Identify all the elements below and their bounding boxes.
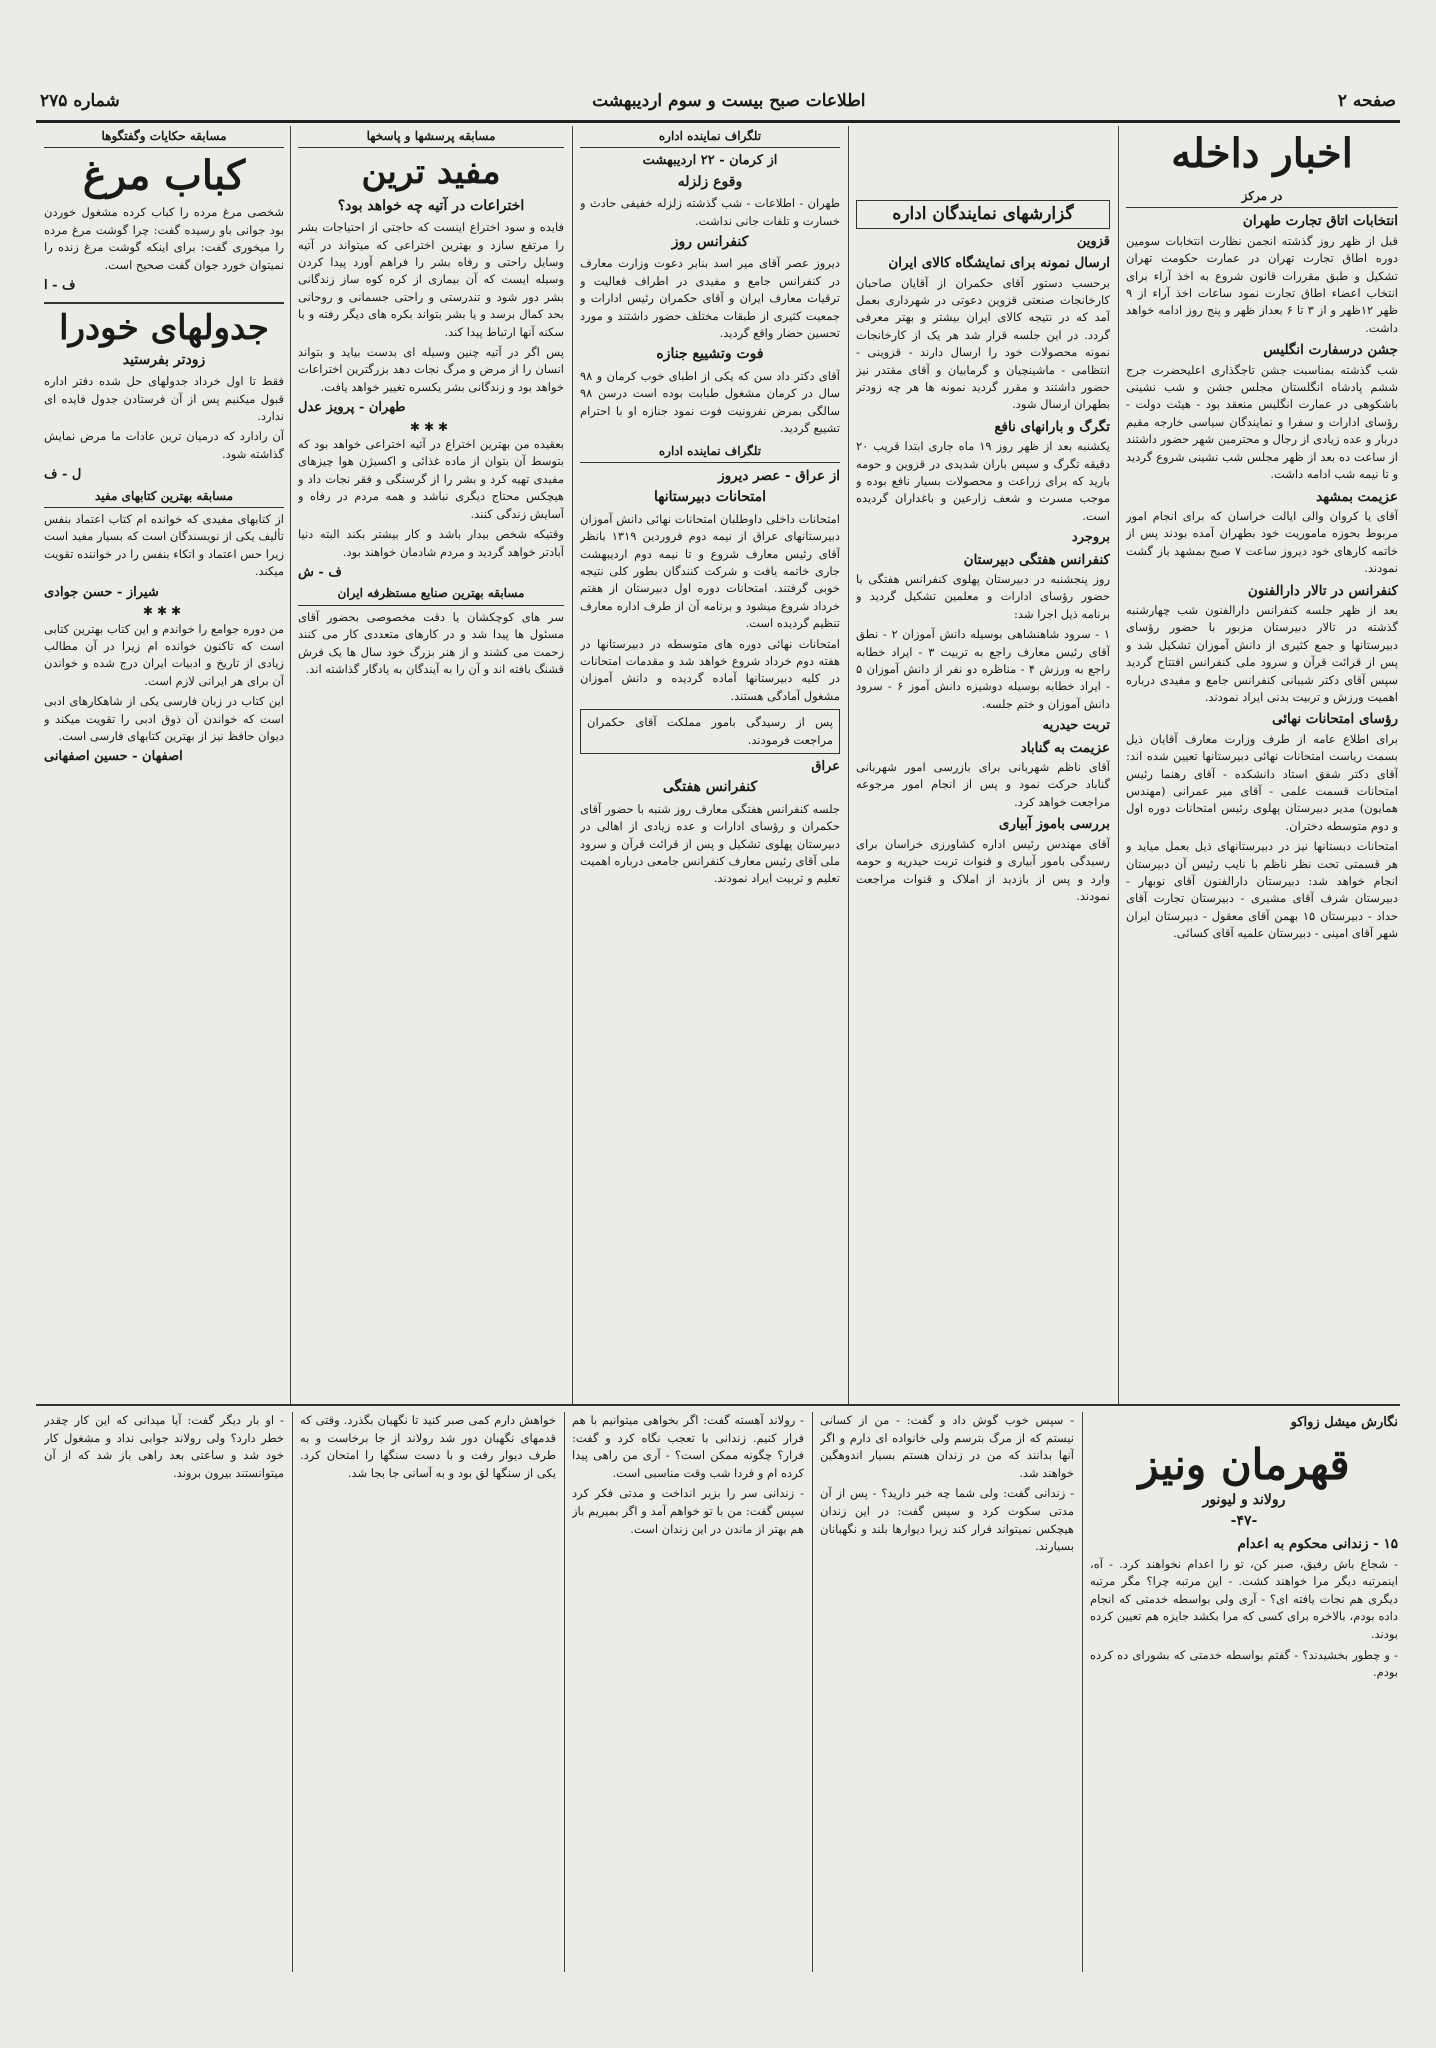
column-divider	[292, 1412, 293, 1972]
city-heading: بروجرد	[1071, 530, 1110, 546]
section-tag: تلگراف نماینده اداره	[580, 126, 840, 148]
article-text: برحسب دستور آقای حکمران از آقایان صاحبان کارخانجات صنعتی قزوین دعوتی در شهرداری بعمل آمد که در نتیجه کالای ایران بیشتر و بهتر معرفی گردد. در این جلسه قرار شد هر یک از کارخانجات نمونه محصولات خود را ارسال دارند - قزوینی - انتظامی - ماشینچیان و گرمابیان و آقای مقتدر نیز حضور داشتند و مقرر گردید نمونه ها هر چه زودتر بطهران ارسال شود.	[856, 275, 1110, 412]
city-heading: عراق	[811, 759, 840, 774]
article-text: بعقیده من بهترین اختراع در آتیه اختراعی خواهد بود که بتوسط آن بتوان از ماده غذائی و اکسیژن هوا چیزهای مفیدی تهیه کرد و بشر را از گرسنگی و فقر نجات داد و هیچکس محتاج دیگری نباشد و همه مردم در رفاه و آسایش زندگی کنند.	[298, 437, 564, 521]
serial-column-5	[44, 1412, 284, 1972]
serial-chapter: ۱۵ - زندانی محکوم به اعدام	[1237, 1535, 1398, 1552]
article-text: از کتابهای مفیدی که خوانده ام کتاب اعتماد بنفس تألیف یکی از نویسندگان است که بسیار مفید است زیرا حس اعتماد و اتکاء بنفس را در خواننده تقویت میکند.	[44, 512, 284, 579]
article-text: آقای یا کروان والی ایالت خراسان که برای انجام امور مربوط بحوزه ماموریت خود بطهران آمده بودند پس از خاتمه کارهای خود دیروز ساعت ۷ صبح بمشهد باز گشت نمودند.	[1126, 508, 1398, 576]
city-heading: تربت حیدریه	[1042, 718, 1110, 734]
column-divider	[290, 126, 291, 1406]
article-text: سر های کوچکشان یا دقت مخصوصی بحضور آقای مسئول ها پیدا شد و در کارهای متعددی کار می کنند زحمت می کشند و از هنر بزرگ خود سال ها یک فرش قشنگ بافته اند و آن را به آیندگان به یادگار گذاشته اند.	[298, 609, 564, 676]
paper-date: اطلاعات صبح بیست و سوم اردیبهشت	[592, 91, 866, 111]
column-divider	[1118, 126, 1119, 1406]
column-telegraph	[580, 126, 840, 1406]
section-title: اخبار داخله	[1171, 130, 1353, 177]
article-text: دیروز عصر آقای میر اسد بنابر دعوت وزارت معارف در کنفرانس جامع و مفیدی در اطراف فعالیت و ترقیات معارف ایران و آقای حکمران رئیس ادارات و جمعیت کثیری از طبقات مختلف حضور داشتند و مورد تحسین حضار واقع گردید.	[580, 256, 840, 341]
article-text: امتحانات داخلی داوطلبان امتحانات نهائی دانش آموزان دبیرستانهای عراق از نیمه دوم فروردین ۱۳۱۹ بانظر آقای رئیس معارف شروع و تا نیمه دوم اردیبهشت جاری خاتمه یافت و شرکت کنندگان بطور کلی نتیجه خوبی گرفتند. امتحانات دوره اول دبیرستان از هفتم خرداد شروع میشود و برنامه آن از طرف اداره معارف تنظیم گردیده است.	[580, 511, 840, 631]
article-text: آن رادارد که درمیان ترین عادات ما مرض نمایش گذاشته شود.	[44, 429, 284, 461]
headline: وقوع زلزله	[677, 173, 743, 190]
puzzle-subtitle: زودتر بفرستید	[122, 351, 206, 368]
serial-text: خواهش دارم کمی صبر کنید تا نگهبان بگذرد. وقتی که قدمهای نگهبان دور شد رولاند از جا برخاست و به طرف دیوار رفت و با دست سنگها را امتحان کرد. یکی از سنگها لق بود و به آسانی جا بجا شد.	[300, 1413, 556, 1480]
serial-column-4	[300, 1412, 556, 1972]
serial-column-3	[572, 1412, 804, 1972]
serial-text: - رولاند آهسته گفت: اگر بخواهی میتوانیم با هم فرار کنیم. زندانی با تعجب نگاه کرد و گفت: فرار؟ چگونه ممکن است؟ - آری من راهی پیدا کرده ام و فردا شب وقت مناسبی است.	[572, 1413, 804, 1480]
header-rule	[36, 120, 1400, 123]
signature: شیراز - حسن جوادی	[44, 584, 159, 600]
separator-stars: ✱✱✱	[142, 604, 186, 619]
masthead-strip	[40, 88, 1396, 114]
signature: طهران - پرویز عدل	[298, 400, 406, 416]
article-text: آقای دکتر داد سن که یکی از اطبای خوب کرمان و ۹۸ سال در کرمان مشغول طبابت بوده است درسن ۹۸ سالگی بمرض نفرونیت فوت نمود جنازه او با احترام تشییع گردید.	[580, 368, 840, 436]
serial-text: - سپس خوب گوش داد و گفت: - من از کسانی نیستم که از مرگ بترسم ولی خانواده ای دارم و اگر آنها بدانند که من در زندان هستم بسیار اندوهگین خواهند شد.	[820, 1413, 1074, 1480]
contest-title: مفید ترین	[361, 152, 501, 193]
story-title: کباب مرغ	[82, 152, 246, 200]
headline: عزیمت به گناباد	[1020, 739, 1110, 756]
serial-top-rule	[36, 1404, 1400, 1406]
contest-question: اختراعات در آتیه چه خواهد بود؟	[337, 197, 525, 214]
column-correspondents	[856, 126, 1110, 1406]
headline: فوت وتشییع جنازه	[656, 346, 764, 363]
article-text: این کتاب در زبان فارسی یکی از شاهکارهای ادبی است که خواندن آن ذوق ادبی را تقویت میکند و دیوان حافظ نیز از بهترین کتابهای فارسی است.	[44, 694, 284, 743]
city-heading: قزوین	[1076, 233, 1110, 249]
headline: تگرگ و بارانهای نافع	[994, 418, 1110, 435]
serial-part-number: -۴۷-	[1230, 1513, 1258, 1530]
headline: امتحانات دبیرستانها	[653, 489, 767, 506]
article-text: آقای ناظم شهربانی برای بازرسی امور شهربانی گناباد حرکت نمود و پس از انجام امور مرجوعه مراجعت خواهد کرد.	[856, 760, 1110, 809]
headline: ارسال نمونه برای نمایشگاه کالای ایران	[888, 255, 1110, 272]
serial-text: - شجاع باش رفیق، صبر کن، تو را اعدام نخواهند کرد. - آه، اینمرتبه دیگر مرا خواهند کشت. - این مرتبه چرا؟ مگر مرتبه دیگری هم نجات یافته ای؟ - آری ولی بواسطه خدمتی که انجام داده بودم، بالاخره برای کسی که مرا بکشد جایزه هم تعیین کرده بودند.	[1090, 1556, 1398, 1641]
article-text: روز پنجشنبه در دبیرستان پهلوی کنفرانس هفتگی با حضور رؤسای ادارات و معلمین تشکیل گردید و برنامه ذیل اجرا شد:	[856, 572, 1110, 621]
article-text: شب گذشته بمناسبت جشن تاجگذاری اعلیحضرت جرج ششم پادشاه انگلستان مجلس جشن و شب نشینی باشکوهی در عمارت انگلیس منعقد بود - هیئت دولت - رؤسای ادارات و سفرا و نمایندگان سیاسی خارجه مقیم دربار و عده زیادی از رجال و محترمین شهر حضور داشتند از ساعت ده بعد از ظهر مجلس شب نشینی شروع گردید و تا نیمه شب ادامه داشت.	[1126, 362, 1398, 482]
notice-box: پس از رسیدگی بامور مملکت آقای حکمران مراجعت فرمودند.	[580, 709, 840, 754]
column-divider	[812, 1412, 813, 1972]
signature: اصفهان - حسین اصفهانی	[44, 749, 183, 765]
section-tag: تلگراف نماینده اداره	[580, 441, 840, 463]
section-tag: مسابقه بهترین کتابهای مفید	[44, 486, 284, 508]
signature: ل - ف	[44, 467, 82, 483]
correspondents-box: گزارشهای نمایندگان اداره	[856, 200, 1110, 229]
serial-text: - و چطور بخشیدند؟ - گفتم بواسطه خدمتی که بشورای ده کرده بودم.	[1090, 1647, 1398, 1680]
article-text: پس اگر در آتیه چنین وسیله ای بدست بیاید و بتواند انسان را از مرض و مرگ نجات دهد بزرگترین اختراعات خواهد بود و زندگانی بشر یکسره تغییر خواهد یافت.	[298, 345, 564, 394]
section-tag: مسابقه حکایات وگفتگوها	[44, 126, 284, 148]
article-text: طهران - اطلاعات - شب گذشته زلزله خفیفی حادث و خسارت و تلفات جانی نداشت.	[580, 196, 840, 228]
article-text: امتحانات نهائی دوره های متوسطه در دبیرستانها در هفته دوم خرداد شروع خواهد شد و مقدمات امتحانات در کلیه دبیرستانها آماده گردیده و دانش آموزان مشغول آمادگی هستند.	[580, 636, 840, 703]
serial-text: - زندانی گفت: ولی شما چه خبر دارید؟ - پس از آن مدتی سکوت کرد و سپس گفت: در این زندان هیچکس نمیتواند فرار کند زیرا دیوارها بلند و نگهبانان بسیارند.	[820, 1486, 1074, 1554]
article-text: قبل از ظهر روز گذشته انجمن نظارت انتخابات سومین دوره اطاق تجارت تهران در عمارت حکومت تهران تشکیل و طبق مقررات قانون شروع به اخذ آراء برای انتخاب اعضاء اطاق تجارت نمود ساعات اخذ آراء از ۹ ظهر ۱۲ظهر و از ۳ تا ۶ بعداز ظهر و پنج روز ادامه خواهد داشت.	[1126, 233, 1398, 335]
serial-text: - او بار دیگر گفت: آیا میدانی که این کار چقدر خطر دارد؟ ولی رولاند جوابی نداد و مشغول کار خود شد و ساعتی بعد راهی باز شد که از آن میتوانستند بیرون بروند.	[44, 1413, 284, 1480]
article-list: ۱ - سرود شاهنشاهی بوسیله دانش آموزان ۲ - نطق آقای رئیس معارف راجع به تربیت ۳ - ایراد خطابه راجع به ورزش ۴ - مناظره دو نفر از دانش آموزان ۵ - ایراد خطابه بوسیله دوشیزه دانش آموز ۶ - سرود دانش آموزان و ختم جلسه.	[856, 627, 1110, 711]
article-text: فقط تا اول خرداد جدولهای حل شده دفتر اداره قبول میکنیم پس از آن فرستادن جدول فایده ای ندارد.	[44, 374, 284, 424]
signature: ف - ش	[298, 564, 342, 580]
column-domestic-news	[1126, 126, 1398, 1406]
separator-stars: ✱✱✱	[409, 419, 453, 434]
column-divider	[564, 1412, 565, 1972]
article-text: من دوره جوامع را خواندم و این کتاب بهترین کتابی است که تاکنون خوانده ام زیرا در آن مطالب زیادی از تاریخ و ادبیات ایران درج شده و خواندن آن برای هر ایرانی لازم است.	[44, 621, 284, 688]
article-text: امتحانات دبستانها نیز در دبیرستانهای ذیل بعمل میاید و هر قسمتی تحت نظر ناظم با نایب رئیس آن دبیرستان انجام خواهد شد: دبیرستان دارالفنون آقای نوبهار - دبیرستان شرف آقای مشیری - دبیرستان تجارت آقای حداد - دبیرستان ۱۵ بهمن آقای معقول - دبیرستان ایران شهر آقای امینی - دبیرستان علمیه آقای کسائی.	[1126, 839, 1398, 941]
headline: انتخابات اتاق تجارت طهران	[1242, 213, 1398, 230]
section-tag: در مرکز	[1126, 186, 1398, 208]
headline: رؤسای امتحانات نهائی	[1272, 711, 1398, 728]
article-text: آقای مهندس رئیس اداره کشاورزی خراسان برای رسیدگی بامور آبیاری و قنوات تربت حیدریه و حومه وارد و پس از بازدید از املاک و قنوات مراجعت نمودند.	[856, 836, 1110, 903]
serial-byline: نگارش میشل زواکو	[1290, 1415, 1398, 1430]
serial-subtitle: رولاند و لیونور	[1202, 1491, 1286, 1508]
article-text: برای اطلاع عامه از طرف وزارت معارف آقایان ذیل بسمت ریاست امتحانات نهائی دبیرستانها تعیین شده اند: آقای دکتر شفق استاد دانشکده - آقای رهنما رئیس امتحانات قسمت علمی - آقای میر عمرانی (مهندس همایون) مدیر دبیرستان پهلوی رئیس امتحانات دوره اول و دوم متوسطه دختران.	[1126, 731, 1398, 833]
column-divider	[572, 126, 573, 1406]
serial-title: قهرمان ونیز	[1138, 1439, 1350, 1489]
serial-text: - زندانی سر را بزیر انداخت و مدتی فکر کرد سپس گفت: من با تو خواهم آمد و اگر بمیریم باز هم بهتر از ماندن در این زندان است.	[572, 1486, 804, 1536]
page-number: صفحه ۲	[1337, 91, 1396, 111]
issue-number: شماره ۲۷۵	[40, 91, 120, 111]
headline: کنفرانس روز	[671, 234, 749, 251]
headline: عزیمت بمشهد	[1316, 488, 1398, 505]
puzzle-banner: جدولهای خودرا	[44, 302, 284, 347]
headline: کنفرانس هفتگی	[662, 779, 758, 796]
serial-column-2	[820, 1412, 1074, 1972]
signature: ف - ا	[44, 278, 76, 294]
article-text: جلسه کنفرانس هفتگی معارف روز شنبه با حضور آقای حکمران و رؤسای ادارات و عده زیادی از اهالی در دبیرستان پهلوی تشکیل و پس از قرائت قرآن و سرود ملی آقای رئیس معارف کنفرانس جامعی درباره اهمیت تعلیم و تربیت ایراد نمودند.	[580, 801, 840, 886]
article-text: بعد از ظهر جلسه کنفرانس دارالفنون شب چهارشنبه گذشته در تالار دبیرستان مزبور با حضور رؤسای دبیرستانها و جمع کثیری از دانش آموزان تشکیل شد و پس از قرائت قرآن و سرود ملی کنفرانس افتتاح گردید سپس آقای دکتر شیبانی کنفرانس جامع و مفیدی درباره اهمیت ورزش و تربیت بدنی ایراد نمودند.	[1126, 602, 1398, 704]
dateline: از عراق - عصر دیروز	[718, 467, 840, 484]
headline: کنفرانس هفتگی دبیرستان	[963, 551, 1110, 568]
section-tag: مسابقه بهترین صنایع مستظرفه ایران	[298, 583, 564, 605]
article-text: شخصی مرغ مرده را کباب کرده مشغول خوردن بود جوانی باو رسیده گفت: چرا گوشت مرغ مرده را میخوری گفت: برای اینکه گوشت مرغ زنده را نمیتوان خورد جوان گفت صحیح است.	[44, 205, 284, 272]
headline: بررسی باموز آبیاری	[998, 816, 1110, 833]
column-contest-stories	[44, 126, 284, 1406]
article-text: فایده و سود اختراع اینست که حاجتی از احتیاجات بشر را مرتفع سازد و بهترین اختراعی که میتواند در آتیه وسایل راحتی و رفاه بشر را فراهم آورد پیدا کردن وسیله ایست که آن بیماری از کره کوه ساز زندگانی بشر دور شود و تندرستی و راحتی جسمانی و روحانی بحد کمال برسد و یا بشر بتواند بکره های دیگر رفته و با سکنه آنها ارتباط پیدا کند.	[298, 220, 564, 339]
headline: کنفرانس در تالار دارالفنون	[1247, 582, 1398, 599]
serial-title-column	[1090, 1412, 1398, 1972]
column-divider	[1082, 1412, 1083, 1972]
article-text: وقتیکه شخص بیدار باشد و کار بیشتر بکند البته دنیا آبادتر خواهد گردید و مردم شادمان خواهند بود.	[298, 527, 564, 559]
section-tag: مسابقه پرسشها و پاسخها	[298, 126, 564, 148]
article-text: یکشنبه بعد از ظهر روز ۱۹ ماه جاری ابتدا قریب ۲۰ دقیقه تگرگ و سپس باران شدیدی در قزوین و حومه بارید که برای زراعت و محصولات بسیار نافع بوده و موجب مسرت و شعف زارعین و باغداران گردیده است.	[856, 439, 1110, 523]
column-contest-qa	[298, 126, 564, 1406]
headline: جشن درسفارت انگلیس	[1263, 342, 1398, 359]
dateline: از کرمان - ۲۲ اردیبهشت	[642, 153, 778, 169]
column-divider	[848, 126, 849, 1406]
